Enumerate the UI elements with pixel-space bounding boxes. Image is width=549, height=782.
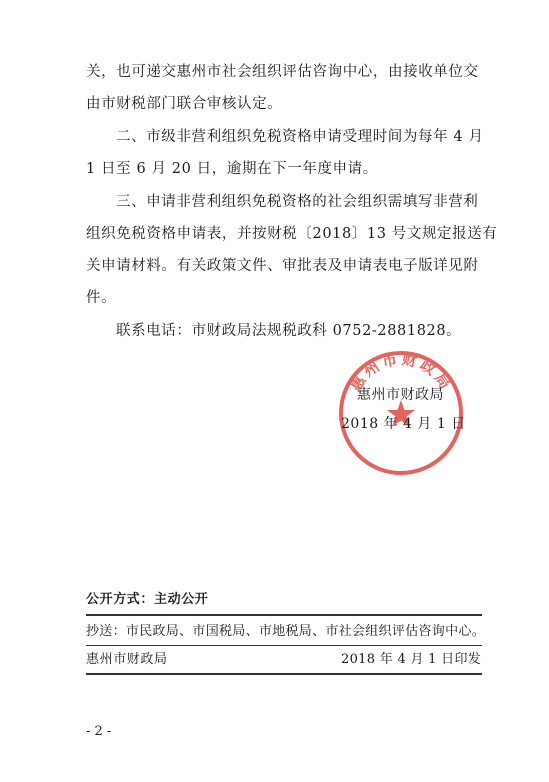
body-line-3: 二、市级非营利组织免税资格申请受理时间为每年 4 月 [116,129,484,145]
issuer-name: 惠州市财政局 [86,652,168,667]
footer-top-rule [86,614,482,616]
page-number: - 2 - [86,724,112,739]
signature-date: 2018 年 4 月 1 日 [341,416,466,432]
body-line-1: 关，也可递交惠州市社会组织评估咨询中心，由接收单位交 [86,64,479,80]
official-seal [336,348,466,478]
signature-org: 惠州市财政局 [357,387,444,403]
footer-bottom-rule [86,673,482,675]
cc-line: 抄送：市民政局、市国税局、市地税局、市社会组织评估咨询中心。 [86,624,486,639]
disclosure-label: 公开方式：主动公开 [86,592,209,607]
contact-line: 联系电话：市财政局法规税政科 0752-2881828。 [116,323,462,339]
seal-text: 惠州市财政局 [346,349,456,395]
footer-mid-rule [86,645,482,646]
body-line-5: 三、申请非营利组织免税资格的社会组织需填写非营利 [116,194,479,210]
body-line-8: 件。 [86,290,117,306]
body-line-7: 关申请材料。有关政策文件、审批表及申请表电子版详见附 [86,258,479,274]
body-line-6: 组织免税资格申请表，并按财税〔2018〕13 号文规定报送有 [86,226,498,242]
body-line-4: 1 日至 6 月 20 日，逾期在下一年度申请。 [86,161,378,177]
body-line-2: 由市财税部门联合审核认定。 [86,96,283,112]
issue-date: 2018 年 4 月 1 日印发 [341,652,482,667]
